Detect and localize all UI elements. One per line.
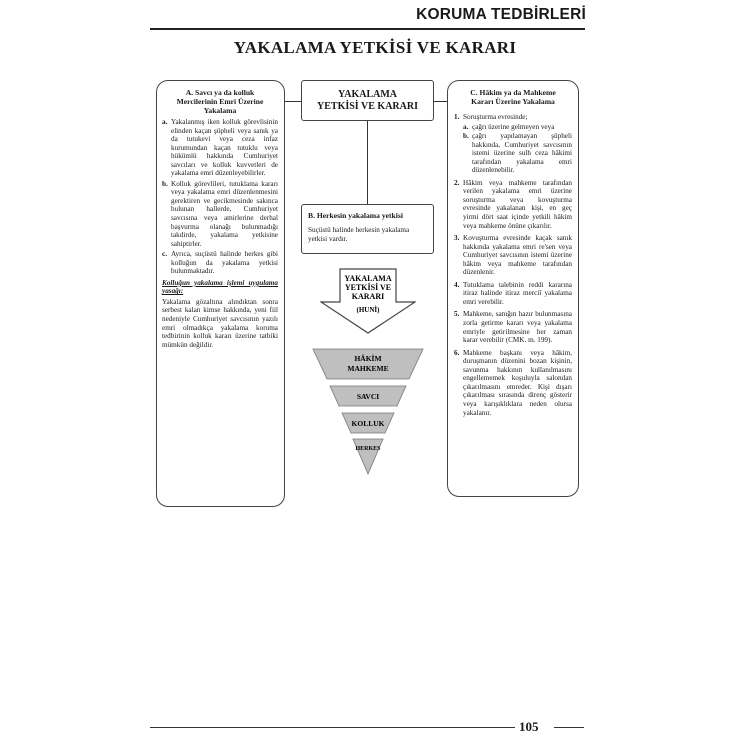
box-c-item-1b-label: b. [463, 132, 469, 141]
box-c-item-4-label: 4. [454, 280, 460, 289]
box-c-item-1a-label: a. [463, 122, 469, 131]
box-c-item-1-label: 1. [454, 113, 460, 121]
connector-right [434, 101, 447, 102]
funnel-graphic [312, 348, 424, 478]
box-c-item-6 [454, 349, 572, 417]
box-b-text: Suçüstü halinde herkesin yakalama yetkisi vardır. [308, 226, 410, 243]
box-a-item-b-text: Kolluk görevlileri, tutuklama kararı veya yakalama emri düzenlenmesini gerektiren ve gecikmesinde sakınca bulunan hallerde, Cumhuriyet savcısına veya amirlerine derhal başvurma olanağı bulunmadığı takdirde, yakalama yetkisine sahiptirler. [171, 179, 278, 248]
box-a-item-c-text: Ayrıca, suçüstü halinde herkes gibi kolluğun da yakalama yetkisi bulunmaktadır. [171, 250, 278, 276]
arrow-line1: YAKALAMA [344, 274, 392, 283]
box-a-subhead: Kolluğun yakalama işlemi uygulama yasağı: [162, 278, 278, 296]
box-c-item-4 [454, 281, 572, 307]
box-c-item-5-label: 5. [454, 310, 460, 319]
box-a-item-a [162, 118, 278, 178]
funnel-level4: HERKES [355, 446, 381, 452]
box-a-savci-kolluk [156, 80, 285, 507]
footer-rule-right [554, 727, 584, 728]
funnel-level1-line2: MAHKEME [347, 364, 389, 373]
arrow-line4: (HUNİ) [356, 306, 380, 314]
box-c-title-line2: Kararı Üzerine Yakalama [471, 97, 555, 106]
box-c-item-2-label: 2. [454, 178, 460, 187]
box-b-title: B. Herkesin yakalama yetkisi [308, 211, 403, 220]
page-number: 105 [519, 719, 539, 734]
arrow-line3: KARARI [351, 292, 385, 301]
center-title-line2: YETKİSİ VE KARARI [317, 100, 418, 112]
footer-rule-left [150, 727, 515, 728]
page-title: YAKALAMA YETKİSİ VE KARARI [233, 38, 517, 57]
box-a-title-line1: A. Savcı ya da kolluk [185, 88, 255, 97]
arrow-line2: YETKİSİ VE [344, 283, 392, 292]
box-c-item-1b [463, 132, 572, 175]
box-a-item-c-label: c. [162, 250, 167, 259]
funnel-level3: KOLLUK [351, 419, 385, 428]
box-c-item-1b-text: çağrı yapılamayan şüpheli hakkında, Cumhuriyet savcısının istemi üzerine sulh ceza hâkimi tarafından yakalama emri düzenlenebilir. [472, 132, 572, 175]
box-c-item-2-text: Hâkim veya mahkeme tarafından verilen yakalama emri üzerine soruşturma veya kovuşturma evresinde yakalanan kişi, en geç yirmi dört saat içinde yetkili hâkim veya mahkeme önüne çıkarılır. [463, 178, 572, 230]
box-c-item-3-label: 3. [454, 234, 460, 243]
box-a-title-line2: Mercilerinin Emri Üzerine [176, 97, 264, 106]
box-c-item-4-text: Tutuklama talebinin reddi kararına itiraz halinde itiraz merciî yakalama emri verebilir. [463, 280, 572, 306]
box-a-item-b [162, 180, 278, 248]
box-c-item-6-text: Mahkeme başkanı veya hâkim, duruşmanın düzenini bozan kişinin, savunma hakkının kullanılmasını engellememek koşuluyla salondan çıkarılmasını emreder. Kişi dışarı çıkarılması sırasında direnç gösterir veya karışıklıklara neden olursa yakalanır. [463, 348, 572, 417]
box-a-item-a-label: a. [162, 118, 168, 126]
box-a-paragraph: Yakalama gözaltına alındıktan sonra serbest kalan kimse hakkında, yeni fiil nedeniyle Cumhuriyet savcısının yazılı emri olmadıkça yakalama koruma tedbirinin kolluk kararı üzerine tatbiki mümkün değildir. [162, 297, 278, 349]
center-title-line1: YAKALAMA [337, 89, 398, 100]
box-c-item-3-text: Kovuşturma evresinde kaçak sanık hakkında yakalama emri re'sen veya Cumhuriyet savcısının istemi üzerine hâkim veya mahkeme tarafından düzenlenir. [463, 234, 572, 277]
box-b-herkes [301, 204, 434, 254]
box-c-item-5 [454, 310, 572, 344]
box-a-item-a-text: Yakalanmış iken kolluk görevlisinin elinden kaçan şüpheli veya sanık ya da tutukevi veya ceza infaz kurumundan kaçan tutuklu veya hükümlü hakkında Cumhuriyet savcıları ve kolluk kuvvetleri de yakalama emri düzenleyebilirler. [171, 118, 278, 178]
box-c-item-1a [463, 123, 572, 132]
box-c-item-1a-text: çağrı üzerine gelmeyen veya [472, 122, 555, 131]
box-c-title-line1: C. Hâkim ya da Mahkeme [470, 88, 556, 97]
box-a-title-line3: Yakalama [203, 106, 237, 115]
box-c-item-2 [454, 179, 572, 230]
header-rule [150, 28, 585, 30]
box-c-item-6-label: 6. [454, 348, 460, 357]
box-a-item-b-label: b. [162, 179, 168, 188]
funnel-level1-line1: HÂKİM [354, 354, 382, 363]
box-a-item-c [162, 250, 278, 276]
connector-left [285, 101, 301, 102]
box-c-item-1 [454, 113, 572, 175]
box-c-item-3 [454, 234, 572, 277]
center-title-box [301, 80, 434, 121]
box-c-item-5-text: Mahkeme, sanığın hazır bulunmasına zorla getirme kararı veya yakalama emriyle getirilmesine her zaman karar verebilir (CMK. m. 199). [463, 310, 572, 345]
box-c-hakim-mahkeme [447, 80, 579, 497]
connector-down [367, 121, 368, 204]
header-title: KORUMA TEDBİRLERİ [416, 6, 586, 23]
box-c-item-1-text: Soruşturma evresinde; [463, 113, 528, 121]
arrow-graphic [320, 268, 416, 334]
funnel-level2: SAVCI [356, 392, 380, 401]
